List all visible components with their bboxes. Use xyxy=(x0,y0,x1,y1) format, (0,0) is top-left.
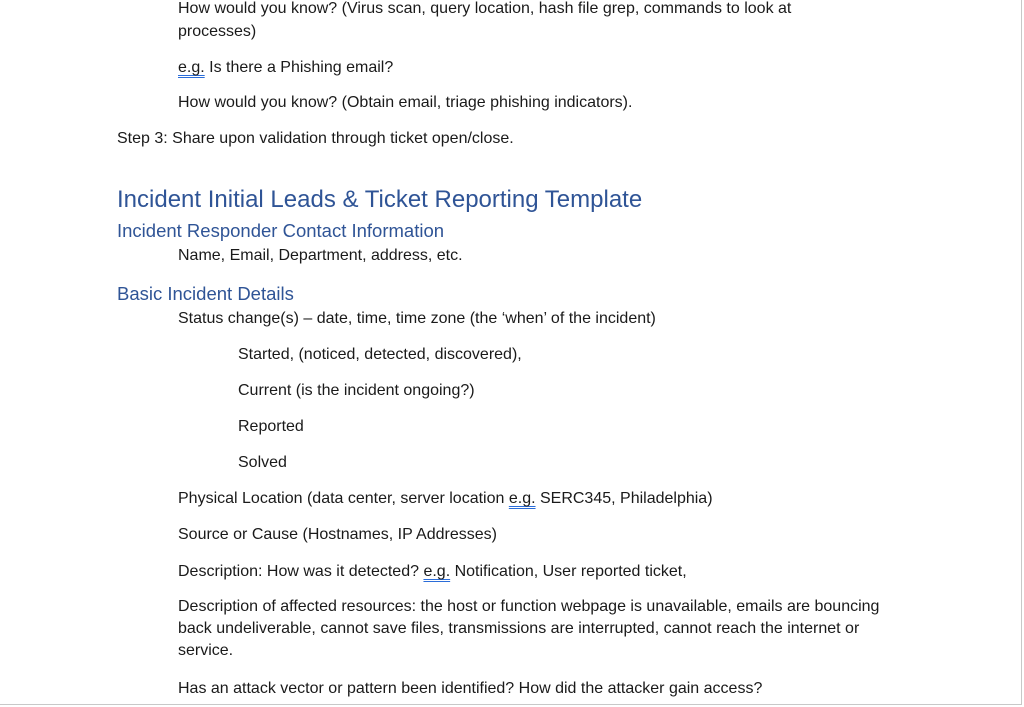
description-suffix: Notification, User reported ticket, xyxy=(450,563,687,580)
virus-scan-line: How would you know? (Virus scan, query location, hash file grep, commands to look at xyxy=(178,0,792,17)
attack-vector-line: Has an attack vector or pattern been identified? How did the attacker gain access? xyxy=(178,680,763,697)
responder-fields-line: Name, Email, Department, address, etc. xyxy=(178,247,463,264)
status-item-current: Current (is the incident ongoing?) xyxy=(238,382,475,399)
physical-location-suffix: SERC345, Philadelphia) xyxy=(535,490,713,507)
status-item-started: Started, (noticed, detected, discovered), xyxy=(238,346,522,363)
status-item-solved: Solved xyxy=(238,454,287,471)
basic-details-heading: Basic Incident Details xyxy=(117,283,294,304)
how-know-email-line: How would you know? (Obtain email, triage phishing indicators). xyxy=(178,94,633,111)
eg-abbreviation: e.g. xyxy=(423,563,451,580)
status-item-reported: Reported xyxy=(238,418,304,435)
status-change-line: Status change(s) – date, time, time zone (the ‘when’ of the incident) xyxy=(178,310,656,327)
source-cause-line: Source or Cause (Hostnames, IP Addresses) xyxy=(178,526,497,543)
step-3-line: Step 3: Share upon validation through ticket open/close. xyxy=(117,130,514,147)
phishing-question-text: Is there a Phishing email? xyxy=(204,59,394,76)
eg-abbreviation: e.g. xyxy=(178,59,205,76)
description-prefix: Description: How was it detected? xyxy=(178,563,424,580)
eg-abbreviation: e.g. xyxy=(508,490,536,507)
template-heading: Incident Initial Leads & Ticket Reporting Template xyxy=(117,186,643,213)
description-line xyxy=(178,561,687,583)
affected-resources-paragraph: Description of affected resources: the host or function webpage is unavailable, emails are bouncing back undeliverable, cannot save files, transmissions are interrupted, cannot reach the internet or service. xyxy=(178,598,880,659)
physical-location-line xyxy=(178,488,713,510)
processes-line: processes) xyxy=(178,23,257,40)
physical-location-prefix: Physical Location (data center, server location xyxy=(178,490,509,507)
phishing-question xyxy=(178,57,393,79)
responder-contact-heading: Incident Responder Contact Information xyxy=(117,220,445,241)
